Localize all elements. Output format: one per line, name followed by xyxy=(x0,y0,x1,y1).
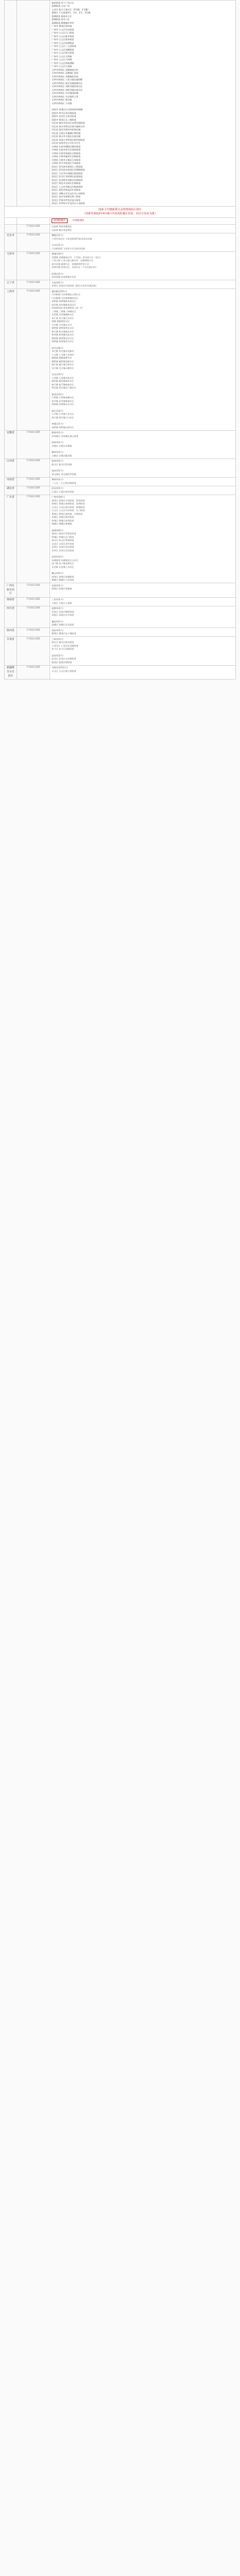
area-line: 南昌市(1个) xyxy=(52,469,63,472)
area-line: 天津市津南区 葛沽镇 xyxy=(52,98,72,101)
area-line: 河北省 保定市徐水区崔庄镇崔庄村 xyxy=(52,125,85,128)
area-line: 虎门镇 虎门镇金洲社区 xyxy=(52,562,74,565)
region-section-row xyxy=(5,597,236,606)
region-cell xyxy=(5,224,17,233)
notice-line-1: 国家卫生健康委员会疫情风险区划分 xyxy=(98,208,141,211)
area-line: 黑龙江 佳木斯市向阳区西林街道 xyxy=(52,178,83,181)
region-section-row xyxy=(5,495,236,583)
area-line: 合庆镇 合庆镇庆丰村 xyxy=(52,323,72,326)
area-line: 广州市 白云区新市街道 xyxy=(52,35,74,38)
area-line: 长安镇 长安镇上沙社区 xyxy=(52,565,74,568)
area-line: 龙华区 龙华区民治街道 xyxy=(52,549,74,552)
area-line: 广州市 白云区松洲街道 xyxy=(52,41,74,44)
area-line: 荔湾区 荔湾区中南街道、海龙街道 xyxy=(52,499,85,502)
area-line: 高桥镇 高桥镇新高苑社区 xyxy=(52,300,76,303)
area-line: 河北省 张家口市桥西区新华街街道 xyxy=(52,138,85,141)
area-line: 荔城街道 桂园东小区 xyxy=(52,14,72,18)
area-line: 黑龙江 伊春市伊美区旭日街道 xyxy=(52,198,81,201)
region-section-row xyxy=(5,477,236,486)
area-line: 顾村镇 顾村镇菊泉社区 xyxy=(52,380,74,383)
area-line: 七宝镇 七宝镇七宝新村 xyxy=(52,353,74,356)
area-line: 唐镇 唐镇新如社区 xyxy=(52,320,70,323)
area-line: 奉贤区(1个) xyxy=(52,422,63,426)
area-line: 小营市场社区 小营北路18号院及周边区域 xyxy=(52,237,92,240)
area-line: 卢沟桥街道 玉泉营小区及周边区域 xyxy=(52,247,85,250)
area-line: 荔城街道 万达广场 xyxy=(52,5,70,7)
risk-label-blank xyxy=(5,217,17,224)
area-line: 天河区 天河区珠吉街道、新塘街道 xyxy=(52,505,85,509)
area-line: 浦江镇 浦江镇江桥社区 xyxy=(52,363,74,366)
area-line: 雅安市(1个) xyxy=(52,620,63,623)
date-cell: 7月16日12时 xyxy=(17,224,50,233)
area-line: 河北省 保定市涿州市松林店镇 xyxy=(52,128,81,131)
area-line: 山东省 青岛市黄岛区 xyxy=(52,225,72,228)
area-line: 七里河区 七里河区西湖街道 xyxy=(52,644,78,647)
area-line: 河北省 石家庄市藁城区增村镇 xyxy=(52,131,81,134)
area-line: 安宁区 安宁区西路街道 xyxy=(52,648,74,651)
area-line: 朝阳区(1个) xyxy=(52,234,63,237)
area-line: 沈阳市 浑南区长白街道泰华锦城 xyxy=(52,108,83,111)
medium-risk-label: 中风险地区 xyxy=(72,219,85,223)
area-line: 番禺区 番禺区南村镇、石壁街道 xyxy=(52,512,83,515)
area-line: 临洮县 临洮县洮阳镇 xyxy=(52,660,72,664)
area-line: 海珠区 海珠区南洲街道、琶洲街道 xyxy=(52,502,85,505)
area-line: 淮南市(1个) xyxy=(52,431,63,434)
date-cell: 7月16日12时 xyxy=(17,280,50,289)
area-line: 天津市津南区 小站镇 xyxy=(52,101,72,105)
area-line: 荔城街道 新塘镇东华村 xyxy=(52,21,74,24)
area-line: 福星街道 米兰广场小区 xyxy=(52,1,74,4)
area-list-cell xyxy=(50,1,236,207)
region-section-row xyxy=(5,224,236,233)
area-line: 天津市津南区 辛庄镇国际城 xyxy=(52,92,78,94)
area-list-cell xyxy=(50,637,236,666)
region-section-row xyxy=(5,486,236,495)
area-line: 云岩区 航天大道社区（6号楼、1号楼） xyxy=(52,8,90,11)
area-line: 黑龙江 哈尔滨市南岗区先锋路街道 xyxy=(52,168,85,171)
area-line: 新场镇 新场镇坦直社区 xyxy=(52,333,74,336)
area-line: 浦东新区(15个) xyxy=(52,290,67,293)
area-line: 安定区 安定区永定路街道 xyxy=(52,657,76,660)
area-line: 吉林省 四平市铁西区平南街道 xyxy=(52,162,81,164)
area-line: 广州市 白云区石门街道 xyxy=(52,31,74,34)
area-line: 田家庵区 田家庵区洞山街道 xyxy=(52,434,78,437)
area-list-cell xyxy=(50,665,236,679)
region-cell: 湖北省 xyxy=(5,486,17,495)
area-line: 广州市 白云区景泰街道 xyxy=(52,38,74,41)
area-line: 南山区 南山区粤海街道 xyxy=(52,539,74,542)
area-line: 江桥镇 江桥镇金鹤社区 xyxy=(52,396,74,399)
area-line: 吉林省 长春市南关区南岭街道 xyxy=(52,148,81,151)
area-line: 吉林省 长春市朝阳区湖西街道 xyxy=(52,145,81,148)
area-line: 东莞市(3个) xyxy=(52,555,63,558)
region-cell: 北京市 xyxy=(5,233,17,251)
region-cell: 辽宁省 xyxy=(5,280,17,289)
area-line: 佛山市(2个) xyxy=(52,572,63,575)
area-line: 广州市 白云区均禾街道 xyxy=(52,28,74,31)
area-list-cell xyxy=(50,251,236,280)
area-line: 双桥河镇 西南社区、东南社区（不含北闸口村） xyxy=(52,266,98,269)
area-line: 杨行镇 杨行镇杨泰社区 xyxy=(52,383,74,386)
area-line: 广州市 白云区人和镇 xyxy=(52,58,72,61)
date-cell: 7月16日12时 xyxy=(17,430,50,459)
area-line: 成都市(2个) xyxy=(52,607,63,610)
date-cell: 7月16日12时 xyxy=(17,486,50,495)
date-cell: 7月16日12时 xyxy=(17,495,50,583)
area-line: 郑州市(1个) xyxy=(52,478,63,481)
area-line: 滁州市(1个) xyxy=(52,451,63,454)
area-line: 宝山区(4个) xyxy=(52,373,63,376)
area-line: 航头镇 航头镇航东社区 xyxy=(52,330,74,333)
area-line: 广州市 白云区江高镇 xyxy=(52,65,72,67)
region-section-row xyxy=(5,233,236,251)
area-line: 祝桥镇 祝桥镇星光社区 xyxy=(52,340,74,343)
area-line: 金州区 金州区红星街道（除长兴岛外其他区域） xyxy=(52,284,98,287)
area-line: 天津市津南区 辛庄镇翠云里 xyxy=(52,95,78,98)
area-line: 天津市津南区 八里台镇东湖别墅 xyxy=(52,78,83,81)
region-cell: 甘肃省 xyxy=(5,637,17,666)
area-line: 天涯区 天涯区天涯镇 xyxy=(52,601,72,604)
area-line: 增城区 增城区新塘镇 xyxy=(52,522,72,526)
area-line: 兰州市(3个) xyxy=(52,637,63,640)
area-line: 津南区(4个) xyxy=(52,252,63,256)
area-line: 东城街道 东城街道主山社区 xyxy=(52,558,78,562)
area-line: 广州市 白云区黄石街道 xyxy=(52,52,74,54)
area-line: 咸水沽镇 临港社区、金地格林世界小区 xyxy=(52,262,89,265)
area-line: 雨城区 雨城区河北街道 xyxy=(52,623,74,626)
region-cell: 河南省 xyxy=(5,477,17,486)
area-list-cell xyxy=(50,495,236,583)
area-line: 全椒县 全椒县襄河镇 xyxy=(52,454,72,457)
region-cell: 新疆维吾尔自治区 xyxy=(5,665,17,679)
area-list-cell xyxy=(50,628,236,637)
area-line: 松江区(2个) xyxy=(52,409,63,412)
area-line: 安亭镇 安亭镇新源社区 xyxy=(52,399,74,402)
high-risk-label: 高风险地区 xyxy=(52,218,68,223)
area-line: 定西市(2个) xyxy=(52,654,63,657)
area-line: 高东镇 高东镇新高居民区 xyxy=(52,303,76,306)
area-line: 南海区 南海区桂城街道 xyxy=(52,575,74,578)
area-line: 双港镇 双港镇高庄村、汇祥园、欣乐园小区（北区） xyxy=(52,256,102,259)
area-line: 山东省 烟台市芝罘区 xyxy=(52,228,72,231)
area-line: 黑龙江 黑河市爱辉区海兰街道 xyxy=(52,195,81,198)
area-line: 广州市 白云区太和镇 xyxy=(52,55,72,58)
area-line: 沈阳市 和平区浑河湾街道 xyxy=(52,111,76,114)
area-line: 深圳市(6个) xyxy=(52,529,63,532)
region-cell: 江西省 xyxy=(5,459,17,477)
region-section-row xyxy=(5,430,236,459)
area-list-cell xyxy=(50,233,236,251)
area-line: 黑龙江 哈尔滨市道里区工程街道 xyxy=(52,165,83,168)
area-list-cell xyxy=(50,583,236,597)
area-line: 南翔镇 南翔镇永乐社区 xyxy=(52,403,74,406)
region-cell: 广西壮族自治区 xyxy=(5,583,17,597)
area-list-cell xyxy=(50,430,236,459)
date-cell: 7月16日12时 xyxy=(17,583,50,597)
region-cell: 陕西省 xyxy=(5,628,17,637)
area-line: 周家渡街道 周家渡街道上南一村 xyxy=(52,307,83,310)
area-line: 城关区 城关区雁北街道 xyxy=(52,641,74,644)
area-line: 三亚市(1个) xyxy=(52,598,63,601)
area-list-cell xyxy=(50,477,236,486)
area-line: 吉林省 吉林市船营区北极街道 xyxy=(52,155,81,158)
area-line: 天津市津南区 咸水沽镇临港社区 xyxy=(52,81,83,84)
date-cell: 7月16日12时 xyxy=(17,233,50,251)
area-line: 河北省 沧州市任丘市北辛庄乡 xyxy=(52,142,81,144)
region-cell xyxy=(5,1,17,207)
area-line: 龙岗区 龙岗区坂田街道 xyxy=(52,546,74,549)
area-line: 西安市(1个) xyxy=(52,629,63,632)
area-line: 天津市津南区 双桥河镇西南社区 xyxy=(52,85,83,88)
area-line: 黑龙江 牡丹江市阳明区前进街道 xyxy=(52,175,83,178)
area-line: 嘉定区(3个) xyxy=(52,393,63,396)
area-line: 康桥镇 康桥镇秀沿社区 xyxy=(52,327,74,330)
area-line: 番禺区 大石街道X号、1号、2号、3号楼 xyxy=(52,11,91,14)
area-list-cell xyxy=(50,224,236,233)
region-section-row xyxy=(5,606,236,628)
notice-banner xyxy=(5,207,236,218)
area-line: 闵行区(6个) xyxy=(52,346,63,349)
region-cell: 海南省 xyxy=(5,597,17,606)
area-line: 罗店镇 罗店镇美兰湖社区 xyxy=(52,386,76,389)
area-line: 黑龙江 鸡西市鸡冠区红星街道 xyxy=(52,189,81,191)
area-line: 宿州市(1个) xyxy=(52,441,63,444)
area-line: 天津市津南区 双港镇汇祥园 xyxy=(52,72,78,74)
area-line: 大场镇 大场镇祁连社区 xyxy=(52,376,74,379)
area-line: 川沙新镇 川沙新镇城南社区 xyxy=(52,296,78,299)
date-cell: 7月16日12时 xyxy=(17,597,50,606)
area-line: 广州市 番禺区南村镇 xyxy=(52,25,72,27)
region-section-row xyxy=(5,583,236,597)
area-line: 九亭镇 九亭镇九亭社区 xyxy=(52,413,74,416)
area-line: 吉林省 长春市绿园区正阳街道 xyxy=(52,151,81,155)
risk-area-table xyxy=(4,0,236,680)
area-list-cell xyxy=(50,606,236,628)
area-line: 广州市 白云区同德街道 xyxy=(52,48,74,51)
area-line: 抚州市(1个) xyxy=(52,460,63,463)
area-line: 颛桥镇 颛桥镇金都社区 xyxy=(52,360,74,363)
top-block-row xyxy=(5,1,236,207)
area-line: 灵璧县 灵璧县灵城镇 xyxy=(52,444,72,447)
area-line: 天津市津南区 双港镇欣乐园 xyxy=(52,75,78,78)
area-line: 河北省 廊坊市安次区光明西道街道 xyxy=(52,122,85,124)
area-line: 广州市 白云区钟落潭镇 xyxy=(52,61,74,64)
region-section-row xyxy=(5,628,236,637)
area-line: 丰台区(1个) xyxy=(52,244,63,247)
area-list-cell xyxy=(50,459,236,477)
region-cell: 安徽省 xyxy=(5,430,17,459)
area-line: 黑龙江 双鸭山市尖山区中心站街道 xyxy=(52,192,85,195)
date-cell xyxy=(17,1,50,207)
date-cell: 7月16日12时 xyxy=(17,606,50,628)
area-line: 北蔡镇 北蔡镇御桥社区 xyxy=(52,313,74,316)
area-line: 福田区 福田区华强北街道 xyxy=(52,532,76,535)
area-line: 天山区 天山区燕儿窝街道 xyxy=(52,669,76,672)
risk-label-cell xyxy=(50,217,236,224)
area-line: 大连市(1个) xyxy=(52,281,63,284)
area-line: 银海区 银海区银滩镇 xyxy=(52,587,72,590)
area-line: 黑龙江 绥化市北林区北林街道 xyxy=(52,182,81,184)
area-line: 泗泾镇 泗泾镇江川社区 xyxy=(52,416,74,419)
notice-row xyxy=(5,207,236,218)
area-line: 荔城街道 嘉禾小区 xyxy=(52,18,70,21)
area-line: 吉林省 吉林市丰满区江南街道 xyxy=(52,158,81,161)
area-line: 沈阳市 沈河区五里河街道 xyxy=(52,115,76,117)
risk-label-row xyxy=(5,217,236,224)
region-cell: 四川省 xyxy=(5,606,17,628)
risk-label-blank xyxy=(17,217,50,224)
area-line: 莘庄镇 莘庄镇东苑新村 xyxy=(52,350,74,353)
area-line: 吴泾镇 吴泾镇永德社区 xyxy=(52,366,74,369)
region-section-row xyxy=(5,280,236,289)
area-line: 八里台镇 八里台镇大韩庄村、东湖别墅小区 xyxy=(52,259,93,262)
area-line: 乌鲁木齐市(1个) xyxy=(52,666,68,669)
region-section-row xyxy=(5,637,236,666)
area-line: 三林镇 三林镇三林城社区 xyxy=(52,310,76,313)
area-list-cell xyxy=(50,280,236,289)
area-line: 黑龙江 齐齐哈尔市龙沙区五龙街道 xyxy=(52,202,85,205)
area-line: 广州市(19个) xyxy=(52,496,65,499)
area-line: 青山湖区 青山湖区罗家镇 xyxy=(52,472,76,476)
area-line: 宝安区 宝安区西乡街道 xyxy=(52,542,74,545)
area-line: 白云区 白云区均禾街道、石门街道 xyxy=(52,509,85,512)
area-line: 天津市津南区 双桥河镇东南社区 xyxy=(52,88,83,91)
date-cell: 7月16日12时 xyxy=(17,459,50,477)
area-line: 黑龙江 七台河市桃山区桃南街道 xyxy=(52,185,83,188)
area-line: 雁塔区 雁塔区电子城街道 xyxy=(52,632,76,635)
area-line: 张江镇 张江镇江东社区 xyxy=(52,316,74,319)
notice-line-2: （更新至2022年4月8日中高风险地区名单，以官方发布为准） xyxy=(83,212,157,216)
area-line: 沈阳市 铁西区北二路街道 xyxy=(52,118,76,121)
region-cell: 上海市 xyxy=(5,289,17,431)
date-cell: 7月16日12时 xyxy=(17,628,50,637)
date-cell: 7月16日12时 xyxy=(17,637,50,666)
area-line: 惠南镇 惠南镇远东社区 xyxy=(52,336,74,340)
area-line: 河北省 唐山市丰润区沙流河镇 xyxy=(52,135,81,138)
area-line: 罗湖区 罗湖区东门街道 xyxy=(52,535,74,538)
area-line: 武汉市(1个) xyxy=(52,487,63,490)
area-list-cell xyxy=(50,597,236,606)
area-line: 西青区(1个) xyxy=(52,272,63,275)
region-section-row xyxy=(5,251,236,280)
area-line: 广州市 白云区三元里街道 xyxy=(52,45,76,47)
area-list-cell xyxy=(50,486,236,495)
area-line: 天津市津南区 双港镇高庄村 xyxy=(52,68,78,71)
area-line: 江夏区 江夏区纸坊街道 xyxy=(52,490,74,493)
area-line: 花都区 花都区新华街道 xyxy=(52,516,74,519)
area-line: 顺德区 顺德区大良街道 xyxy=(52,579,74,582)
area-line: 二七区 二七区淮河路街道 xyxy=(52,481,76,484)
area-line: 北海市(1个) xyxy=(52,584,63,587)
area-line: 梅陇镇 梅陇镇曹中村 xyxy=(52,357,72,360)
date-cell: 7月16日12时 xyxy=(17,251,50,280)
region-section-row xyxy=(5,459,236,477)
area-line: 张家窝镇 张家窝镇中北村 xyxy=(52,276,76,279)
area-line: 黄埔区 黄埔区南岗街道 xyxy=(52,519,74,522)
area-line: 南桥镇 南桥镇正阳社区 xyxy=(52,426,74,429)
area-line: 武侯区 武侯区簇桥街道 xyxy=(52,610,74,613)
area-line: 黑龙江 大庆市让胡路区银浪街道 xyxy=(52,172,83,175)
area-line: 双流区 双流区东升街道 xyxy=(52,614,74,617)
region-section-row xyxy=(5,289,236,431)
date-cell: 7月16日12时 xyxy=(17,477,50,486)
region-cell: 广东省 xyxy=(5,495,17,583)
area-line: 临川区 临川区崇岗镇 xyxy=(52,463,72,466)
date-cell: 7月16日12时 xyxy=(17,665,50,679)
area-line: 川沙新镇 川沙新镇连心路社区 xyxy=(52,293,81,296)
region-section-row xyxy=(5,665,236,679)
date-cell: 7月16日12时 xyxy=(17,289,50,431)
area-list-cell xyxy=(50,289,236,431)
region-cell: 天津市 xyxy=(5,251,17,280)
